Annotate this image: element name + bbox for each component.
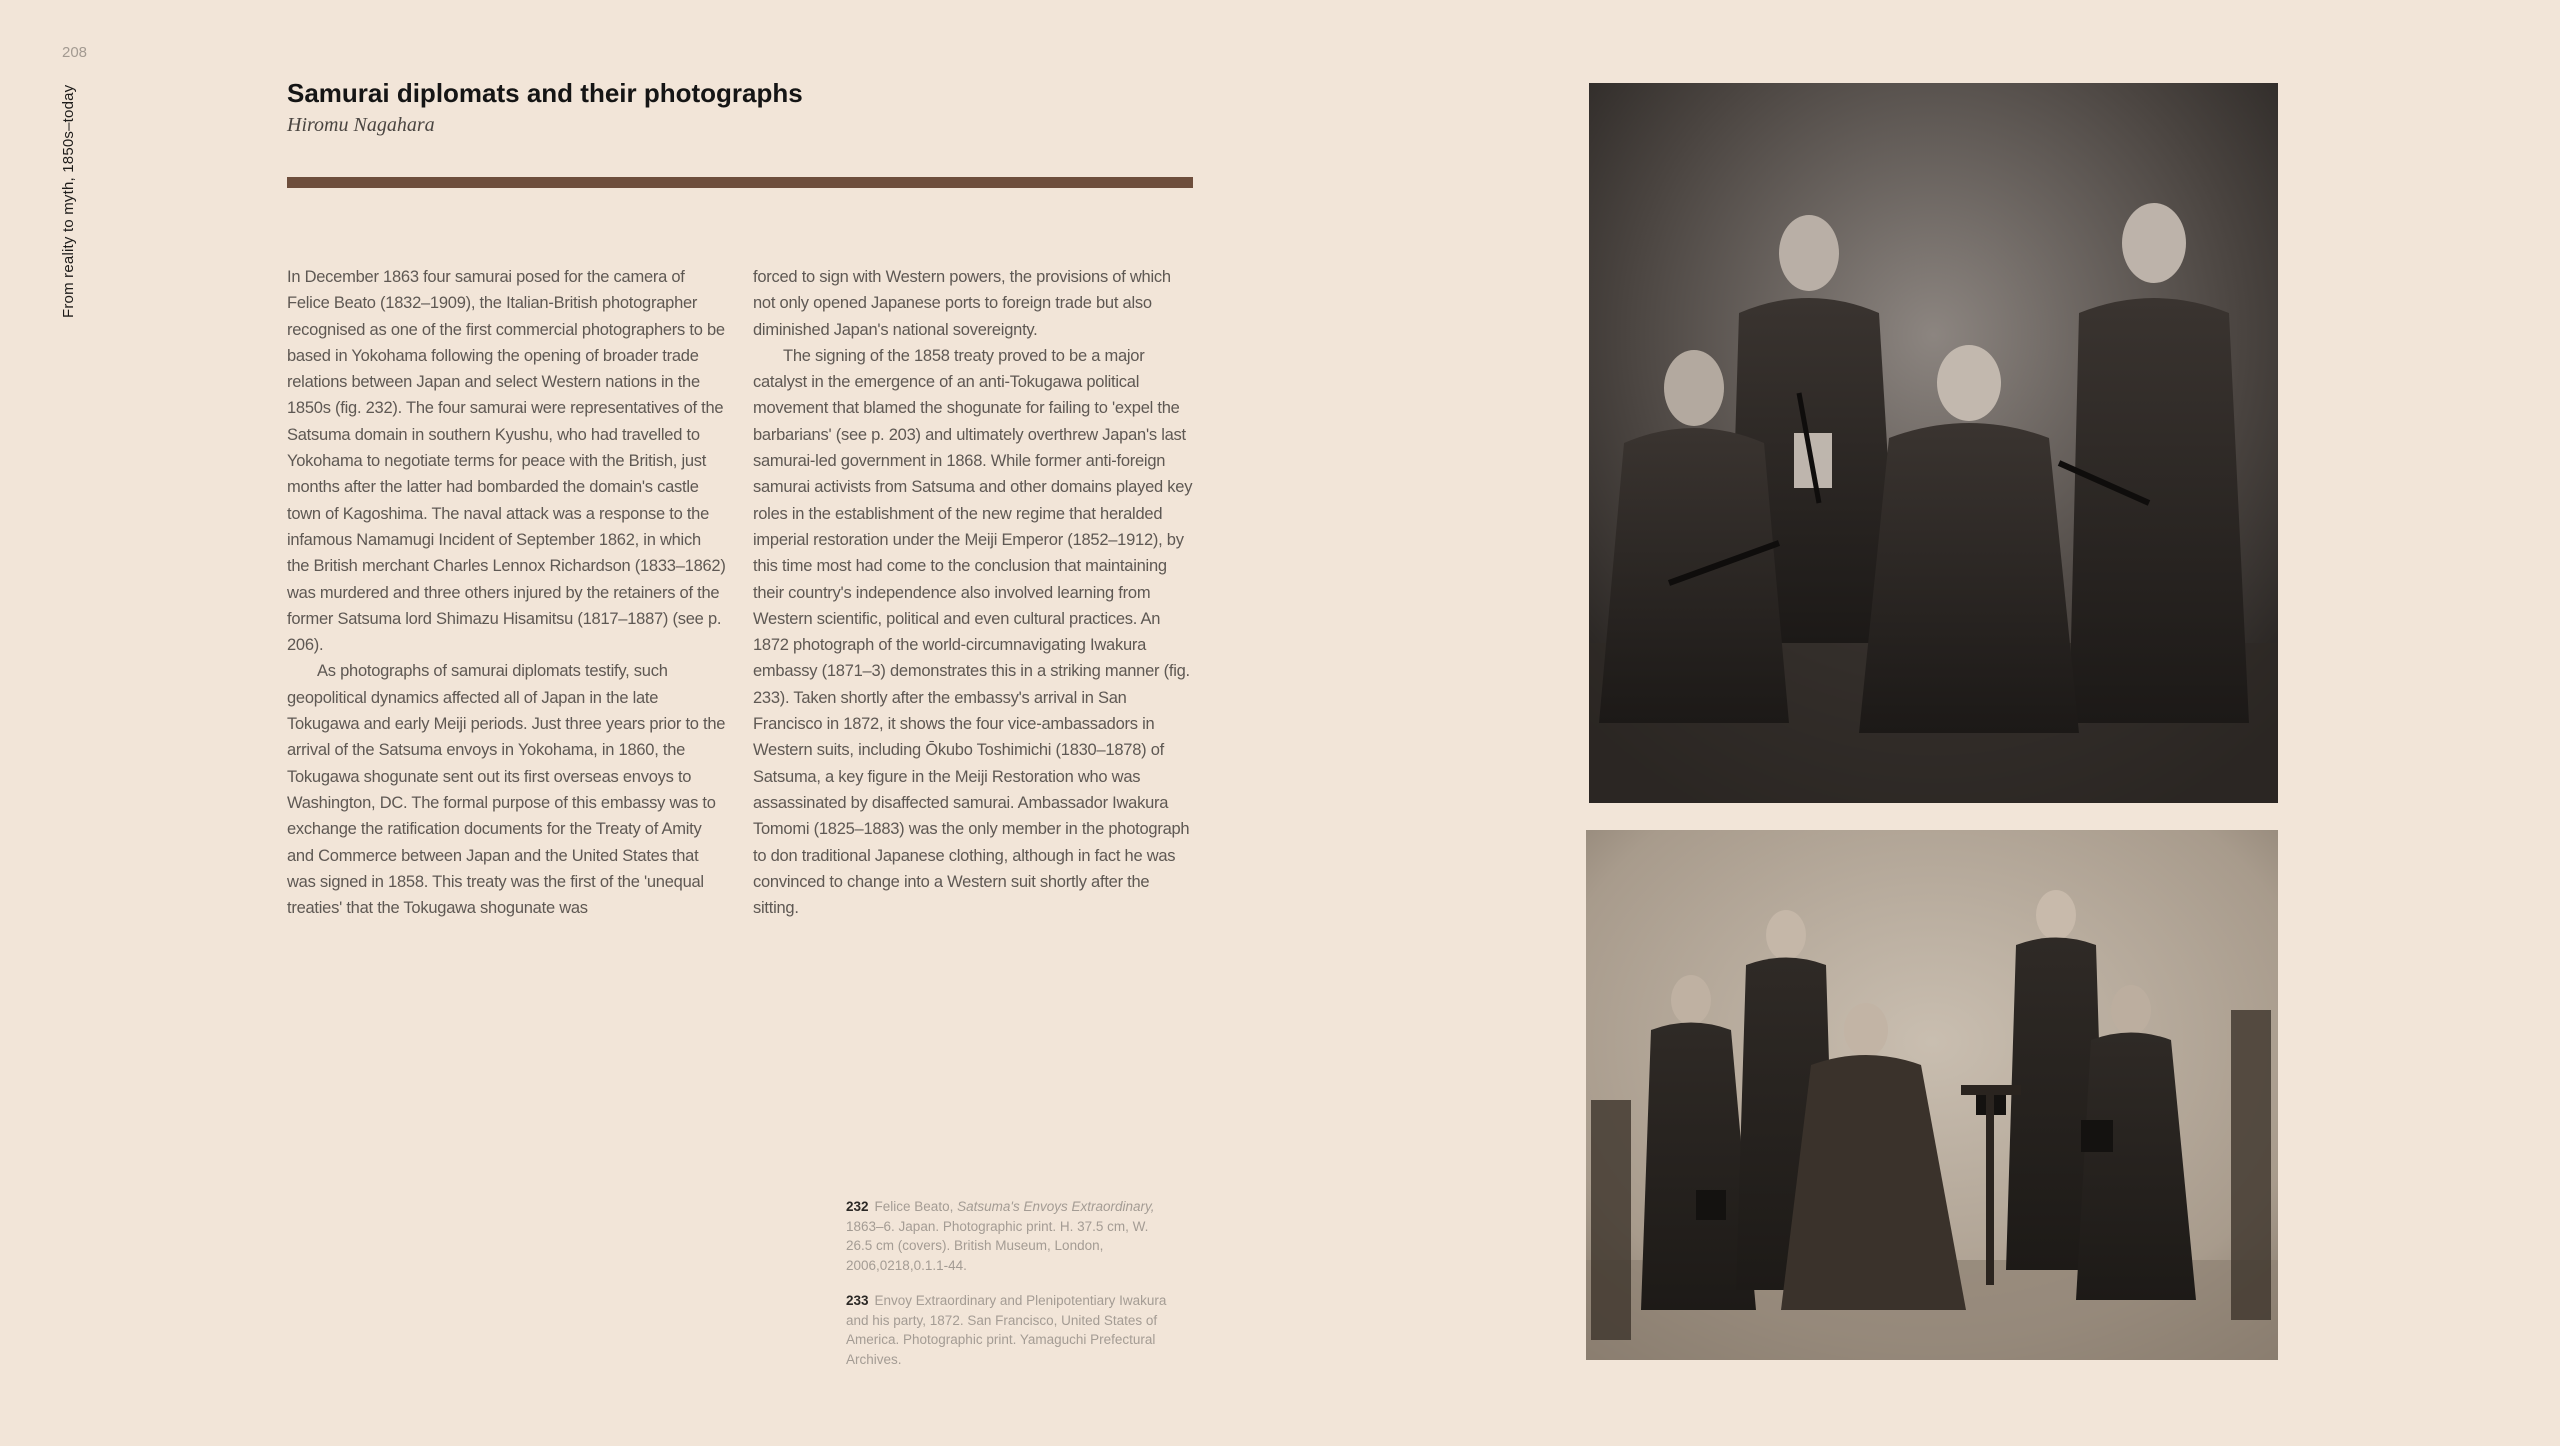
caption-text: Envoy Extraordinary and Plenipotentiary Iwakura and his party, 1872. San Francisco, United States of America. Photographic print. Yamaguchi Prefectural Archives. xyxy=(846,1293,1167,1367)
body-column-1 xyxy=(287,264,727,921)
caption-author: Felice Beato, xyxy=(874,1199,954,1214)
body-column-2 xyxy=(753,264,1193,921)
body-paragraph: In December 1863 four samurai posed for the camera of Felice Beato (1832–1909), the Italian-British photographer recognised as one of the first commercial photographers to be based in Yokohama following the opening of broader trade relations between Japan and select Western nations in the 1850s (fig. 232). The four samurai were representatives of the Satsuma domain in southern Kyushu, who had travelled to Yokohama to negotiate terms for peace with the British, just months after the latter had bombarded the domain's castle town of Kagoshima. The naval attack was a response to the infamous Namamugi Incident of September 1862, in which the British merchant Charles Lennox Richardson (1833–1862) was murdered and three others injured by the retainers of the former Satsuma lord Shimazu Hisamitsu (1817–1887) (see p. 206). xyxy=(287,268,726,655)
photo-iwakura-embassy xyxy=(1586,830,2278,1360)
figure-number: 232 xyxy=(846,1199,869,1214)
photo-samurai-envoys xyxy=(1589,83,2278,803)
running-head: From reality to myth, 1850s–today xyxy=(60,84,77,318)
body-paragraph: The signing of the 1858 treaty proved to be a major catalyst in the emergence of an anti-Tokugawa political movement that blamed the shogunate for failing to 'expel the barbarians' (see p. 203) and ultimately overthrew Japan's last samurai-led government in 1868. While former anti-foreign samurai activists from Satsuma and other domains played key roles in the establishment of the new regime that heralded imperial restoration under the Meiji Emperor (1852–1912), by this time most had come to the conclusion that maintaining their country's independence also involved learning from Western scientific, political and even cultural practices. An 1872 photograph of the world-circumnavigating Iwakura embassy (1871–3) demonstrates this in a striking manner (fig. 233). Taken shortly after the embassy's arrival in San Francisco in 1872, it shows the four vice-ambassadors in Western suits, including Ōkubo Toshimichi (1830–1878) of Satsuma, a key figure in the Meiji Restoration who was assassinated by disaffected samurai. Ambassador Iwakura Tomomi (1825–1883) was the only member in the photograph to don traditional Japanese clothing, although in fact he was convinced to change into a Western suit shortly after the sitting. xyxy=(753,346,1193,918)
figure-number: 233 xyxy=(846,1293,869,1308)
figure-captions xyxy=(846,1197,1176,1385)
article-title: Samurai diplomats and their photographs xyxy=(287,78,803,108)
caption-title: Satsuma's Envoys Extraordinary, xyxy=(957,1199,1155,1214)
article-author: Hiromu Nagahara xyxy=(287,114,435,136)
iwakura-photo-image xyxy=(1586,830,2278,1360)
caption-232 xyxy=(846,1197,1176,1275)
body-paragraph: forced to sign with Western powers, the provisions of which not only opened Japanese ports to foreign trade but also diminished Japan's national sovereignty. xyxy=(753,268,1171,339)
caption-details: 1863–6. Japan. Photographic print. H. 37.5 cm, W. 26.5 cm (covers). British Museum, London, 2006,0218,0.1.1-44. xyxy=(846,1218,1149,1273)
samurai-photo-image xyxy=(1589,83,2278,803)
body-paragraph: As photographs of samurai diplomats testify, such geopolitical dynamics affected all of Japan in the late Tokugawa and early Meiji periods. Just three years prior to the arrival of the Satsuma envoys in Yokohama, in 1860, the Tokugawa shogunate sent out its first overseas envoys to Washington, DC. The formal purpose of this embassy was to exchange the ratification documents for the Treaty of Amity and Commerce between Japan and the United States that was signed in 1858. This treaty was the first of the 'unequal treaties' that the Tokugawa shogunate was xyxy=(287,662,726,918)
caption-233 xyxy=(846,1291,1176,1369)
page-number: 208 xyxy=(62,44,88,61)
title-rule xyxy=(287,177,1193,188)
